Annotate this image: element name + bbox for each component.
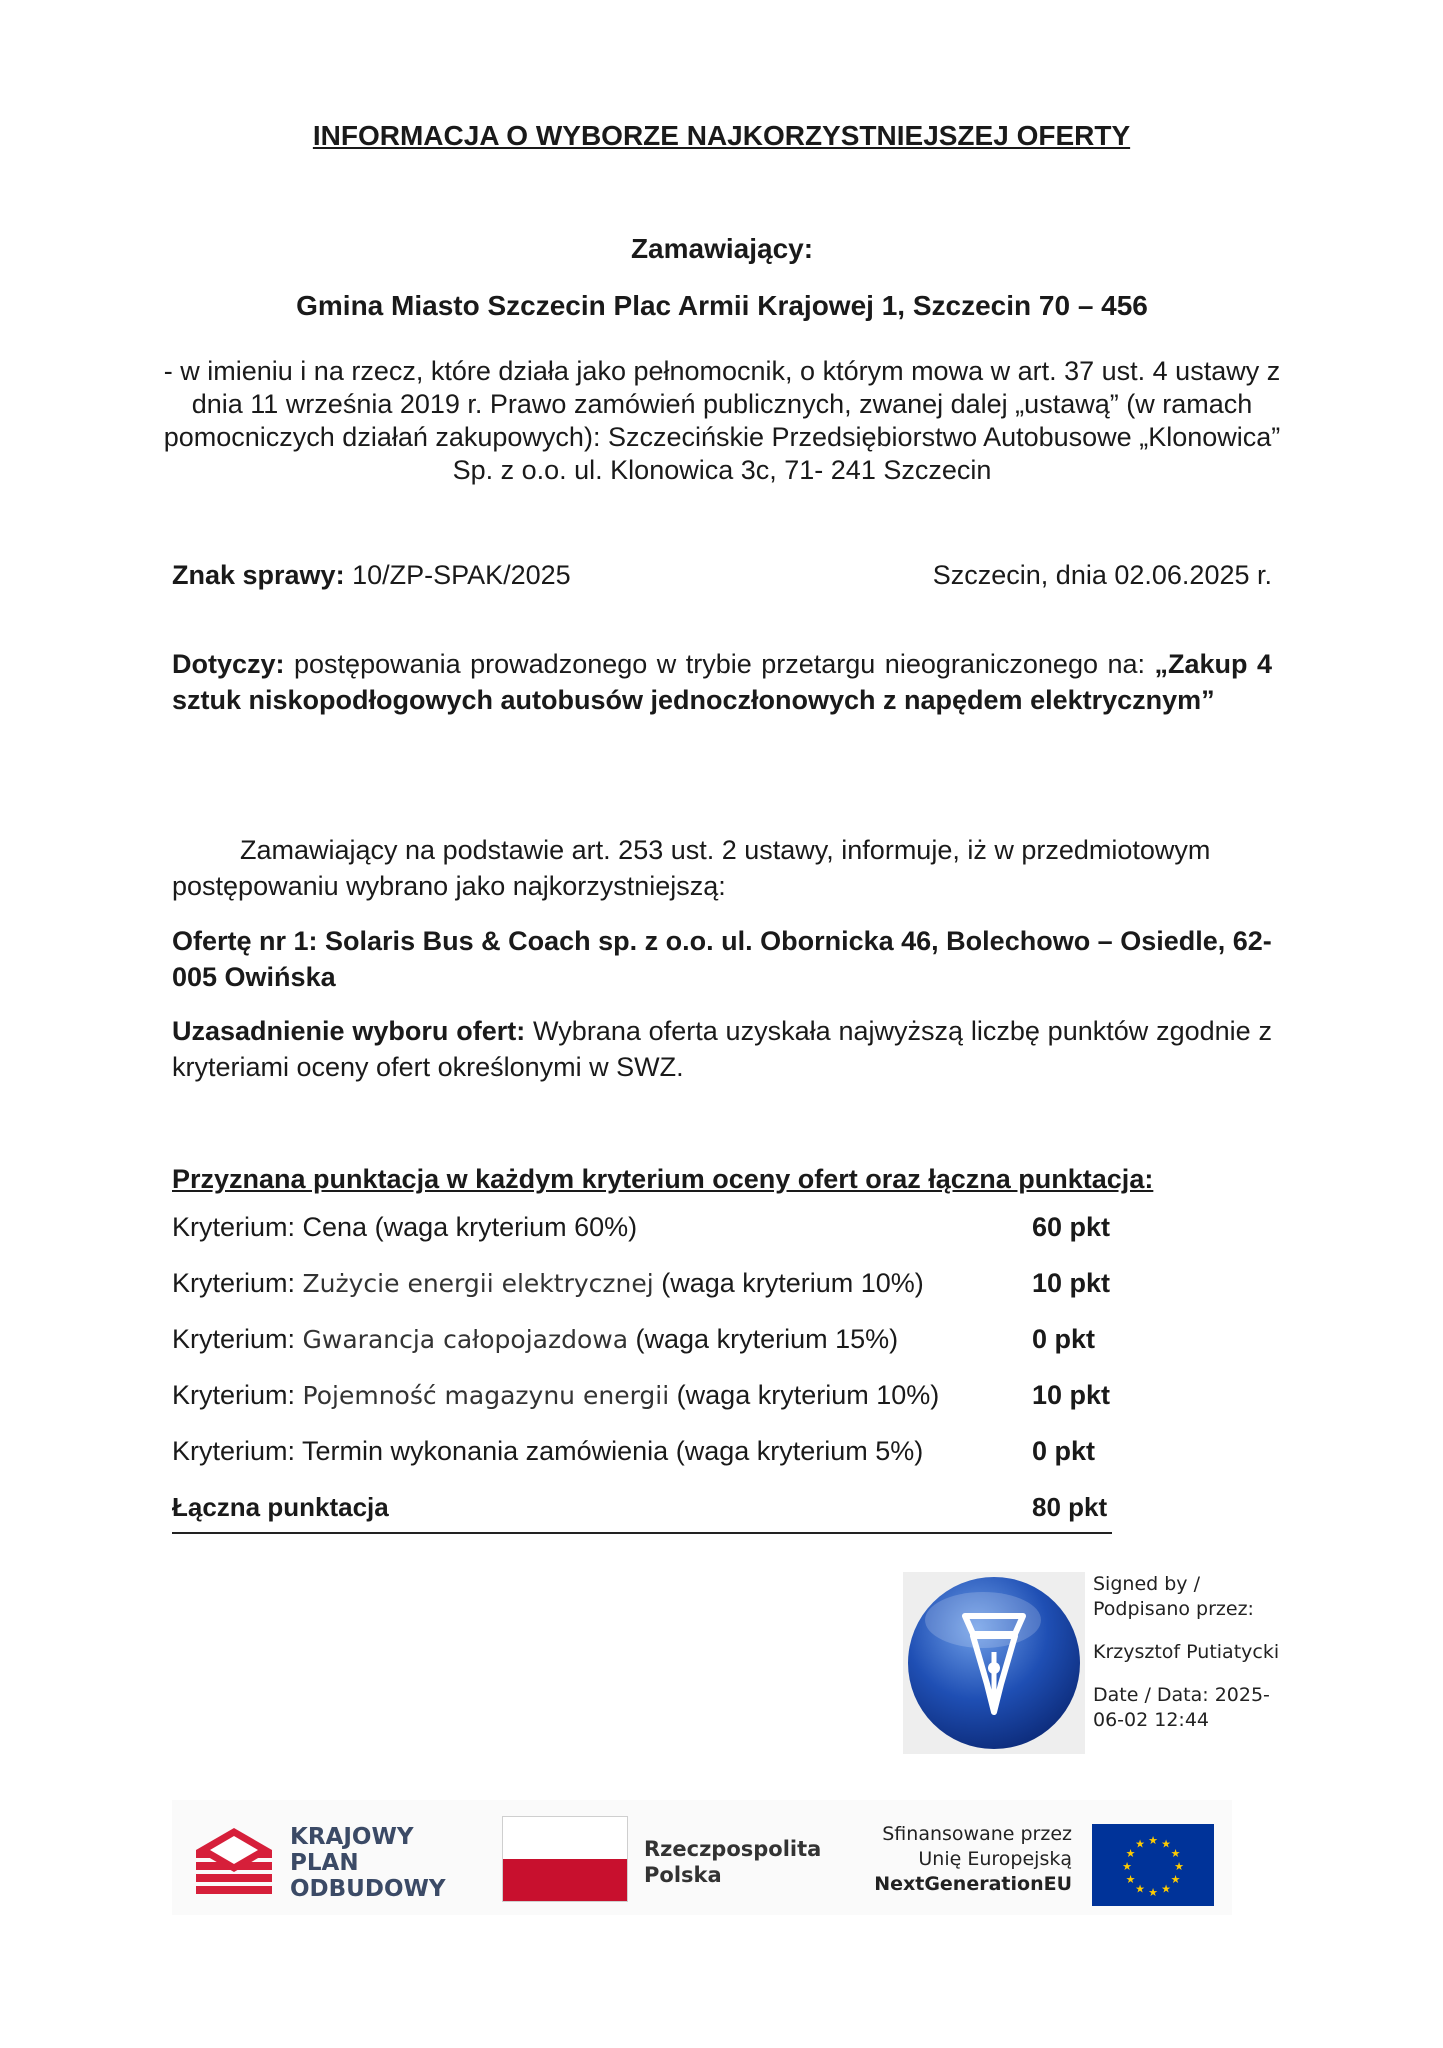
criterion-points: 0 pkt <box>1032 1324 1096 1354</box>
signer-name: Krzysztof Putiatycki <box>1093 1641 1280 1663</box>
criterion-name: Pojemność magazynu energii <box>302 1381 670 1410</box>
kpo-line-3: ODBUDOWY <box>290 1876 446 1902</box>
selected-offer: Ofertę nr 1: Solaris Bus & Coach sp. z o.o. ul. Obornicka 46, Bolechowo – Osiedle, 62-005 Owińska <box>172 926 1272 992</box>
criterion-prefix: Kryterium: <box>172 1324 303 1354</box>
svg-text:★: ★ <box>1125 1873 1136 1886</box>
criterion-name: Cena <box>302 1212 368 1242</box>
svg-text:★: ★ <box>1135 1882 1145 1896</box>
svg-text:★: ★ <box>1170 1873 1181 1886</box>
signature-signed-by-label: Signed by / <box>1093 1573 1200 1595</box>
svg-text:★: ★ <box>1148 1834 1158 1847</box>
svg-text:★: ★ <box>1170 1847 1181 1860</box>
criterion-points: 0 pkt <box>1032 1436 1096 1466</box>
contracting-authority-description: - w imieniu i na rzecz, które działa jako pełnomocnik, o którym mowa w art. 37 ust. 4 ustawy z dnia 11 września 2019 r. Prawo zamówień publicznych, zwanej dalej „ustawą” (w ramach pomocniczych działań zakupowych): Szczecińskie Przedsiębiorstwo Autobusowe „Klonowica” Sp. z o.o. ul. Klonowica 3c, 71- 241 Szczecin <box>163 356 1281 485</box>
case-reference-label: Znak sprawy: <box>172 560 345 590</box>
case-reference-value: 10/ZP-SPAK/2025 <box>344 560 571 590</box>
criterion-row <box>172 1324 1172 1380</box>
electronic-signature <box>903 1572 1383 1762</box>
subject-label: Dotyczy: <box>172 649 285 679</box>
eu-line-2: Unię Europejską <box>918 1848 1072 1870</box>
criterion-row <box>172 1380 1172 1436</box>
signature-podpisano-label: Podpisano przez: <box>1093 1598 1254 1620</box>
document-date: Szczecin, dnia 02.06.2025 r. <box>932 560 1272 590</box>
funding-logos <box>172 1800 1232 1915</box>
svg-text:★: ★ <box>1174 1860 1184 1873</box>
total-row <box>172 1492 1112 1534</box>
justification-label: Uzasadnienie wyboru ofert: <box>172 1016 526 1046</box>
criterion-prefix: Kryterium: <box>172 1268 303 1298</box>
subject-title: „Zakup 4 sztuk niskopodłogowych autobusów jednoczłonowych z napędem elektrycznym” <box>172 649 1272 715</box>
eu-stars-icon <box>1092 1824 1214 1906</box>
subject-text: postępowania prowadzonego w trybie przetargu nieograniczonego na: <box>284 649 1155 679</box>
document-title: INFORMACJA O WYBORZE NAJKORZYSTNIEJSZEJ OFERTY <box>312 120 1131 151</box>
eu-flag <box>1092 1824 1214 1906</box>
eu-funding-label <box>822 1822 1072 1897</box>
total-points: 80 pkt <box>1032 1492 1108 1522</box>
criterion-row <box>172 1436 1172 1492</box>
criteria-list <box>172 1212 1172 1534</box>
case-reference-row <box>172 560 1272 591</box>
kpo-line-1: KRAJOWY <box>290 1824 414 1850</box>
criteria-heading: Przyznana punktacja w każdym kryterium oceny ofert oraz łączna punktacja: <box>172 1164 1154 1194</box>
criterion-weight: (waga kryterium 60%) <box>367 1212 638 1242</box>
criterion-points: 60 pkt <box>1032 1212 1111 1242</box>
criterion-weight: (waga kryterium 15%) <box>628 1324 899 1354</box>
poland-label <box>644 1836 821 1888</box>
svg-text:★: ★ <box>1161 1837 1171 1851</box>
svg-text:★: ★ <box>1161 1882 1171 1896</box>
kpo-line-2: PLAN <box>290 1850 359 1876</box>
contracting-authority-label: Zamawiający: <box>630 233 814 264</box>
criterion-weight: (waga kryterium 5%) <box>668 1436 924 1466</box>
poland-line-2: Polska <box>644 1863 722 1887</box>
poland-flag <box>502 1816 628 1902</box>
signature-text <box>1093 1572 1393 1733</box>
eu-line-3: NextGenerationEU <box>874 1873 1072 1895</box>
contracting-authority-name: Gmina Miasto Szczecin Plac Armii Krajowej 1, Szczecin 70 – 456 <box>296 290 1148 321</box>
subject-paragraph <box>172 646 1272 718</box>
selection-info-paragraph: Zamawiający na podstawie art. 253 ust. 2 ustawy, informuje, iż w przedmiotowym postępowaniu wybrano jako najkorzystniejszą: <box>172 835 1211 901</box>
signature-pen-icon <box>903 1572 1085 1754</box>
criterion-points: 10 pkt <box>1032 1380 1111 1410</box>
poland-line-1: Rzeczpospolita <box>644 1837 822 1861</box>
criterion-name: Zużycie energii elektrycznej <box>302 1269 654 1298</box>
criterion-name: Termin wykonania zamówienia <box>302 1436 669 1466</box>
criterion-prefix: Kryterium: <box>172 1380 303 1410</box>
svg-text:★: ★ <box>1135 1837 1145 1851</box>
justification-text: Wybrana oferta uzyskała najwyższą liczbę punktów zgodnie z kryteriami oceny ofert określonymi w SWZ. <box>172 1016 1272 1082</box>
signature-date-line2: 06-02 12:44 <box>1093 1709 1210 1731</box>
criterion-prefix: Kryterium: <box>172 1212 303 1242</box>
criterion-weight: (waga kryterium 10%) <box>653 1268 924 1298</box>
svg-text:★: ★ <box>1122 1860 1132 1873</box>
signature-date-line1: Date / Data: 2025- <box>1093 1684 1270 1706</box>
justification-paragraph <box>172 1013 1272 1085</box>
criterion-row <box>172 1268 1172 1324</box>
svg-text:★: ★ <box>1148 1886 1158 1899</box>
criterion-prefix: Kryterium: <box>172 1436 303 1466</box>
criterion-weight: (waga kryterium 10%) <box>669 1380 940 1410</box>
criterion-name: Gwarancja całopojazdowa <box>302 1325 629 1354</box>
total-label: Łączna punktacja <box>172 1492 389 1522</box>
kpo-logo-icon <box>194 1822 274 1902</box>
svg-text:★: ★ <box>1125 1847 1136 1860</box>
kpo-logo <box>194 1822 494 1902</box>
criterion-points: 10 pkt <box>1032 1268 1111 1298</box>
eu-line-1: Sfinansowane przez <box>882 1823 1072 1845</box>
criterion-row <box>172 1212 1172 1268</box>
